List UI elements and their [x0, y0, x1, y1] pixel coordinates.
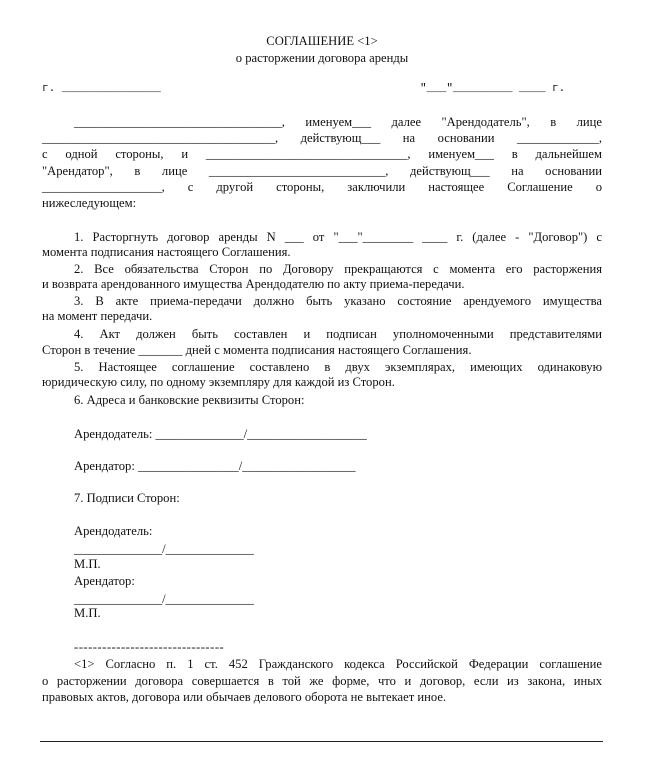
lessor-stamp: М.П.	[74, 557, 101, 571]
lessor-signature-line: ______________/______________	[74, 542, 254, 556]
clause-1-cont: момента подписания настоящего Соглашения.	[42, 245, 291, 259]
clause-1: 1. Расторгнуть договор аренды N ___ от "___"________ ____ г. (далее - "Договор") с	[74, 230, 602, 244]
lessor-signature-label: Арендодатель:	[74, 524, 153, 538]
lessor-address-line: Арендодатель: ______________/___________________	[74, 427, 367, 441]
document-subtitle: о расторжении договора аренды	[235, 51, 409, 65]
clause-5: 5. Настоящее соглашение составлено в двух экземплярах, имеющих одинаковую	[74, 360, 602, 374]
preamble-line: с одной стороны, и ________________________________, именуем___ в дальнейшем	[42, 147, 602, 161]
footnote-text-cont: о расторжении договора совершается в той же форме, что и договор, если из закона, иных	[42, 674, 602, 688]
footnote-text-cont: правовых актов, договора или обычаев делового оборота не вытекает иное.	[42, 690, 447, 704]
lessee-address-line: Арендатор: ________________/__________________	[74, 459, 356, 473]
lessee-stamp: М.П.	[74, 606, 101, 620]
preamble-line: ___________________, с другой стороны, заключили настоящее Соглашение о	[42, 180, 602, 194]
place-field: г. _______________	[42, 83, 161, 95]
lessee-signature-label: Арендатор:	[74, 574, 135, 588]
preamble-line: _____________________________________, действующ___ на основании _____________,	[42, 131, 602, 145]
lessee-signature-line: ______________/______________	[74, 592, 254, 606]
clause-3: 3. В акте приема-передачи должно быть указано состояние арендуемого имущества	[74, 294, 602, 308]
footnote-separator: --------------------------------	[74, 640, 225, 654]
clause-4-cont: Сторон в течение _______ дней с момента подписания настоящего Соглашения.	[42, 343, 472, 357]
clause-4: 4. Акт должен быть составлен и подписан уполномоченными представителями	[74, 327, 602, 341]
clause-6: 6. Адреса и банковские реквизиты Сторон:	[74, 393, 305, 407]
bottom-rule	[40, 741, 603, 742]
preamble-line: нижеследующем:	[42, 196, 137, 210]
preamble-line: "Арендатор", в лице ____________________________, действующ___ на основании	[42, 164, 602, 178]
footnote-text: <1> Согласно п. 1 ст. 452 Гражданского кодекса Российской Федерации соглашение	[74, 657, 602, 671]
signatures-heading: 7. Подписи Сторон:	[74, 491, 180, 505]
preamble-line: _________________________________, именуем___ далее "Арендодатель", в лице	[74, 115, 602, 129]
clause-3-cont: на момент передачи.	[42, 309, 153, 323]
date-field: "___"_________ ____ г.	[420, 83, 566, 95]
clause-5-cont: юридическую силу, по одному экземпляру для каждой из Сторон.	[42, 375, 395, 389]
document-title: СОГЛАШЕНИЕ <1>	[266, 34, 378, 48]
clause-2: 2. Все обязательства Сторон по Договору прекращаются с момента его расторжения	[74, 262, 602, 276]
clause-2-cont: и возврата арендованного имущества Арендодателю по акту приема-передачи.	[42, 277, 465, 291]
